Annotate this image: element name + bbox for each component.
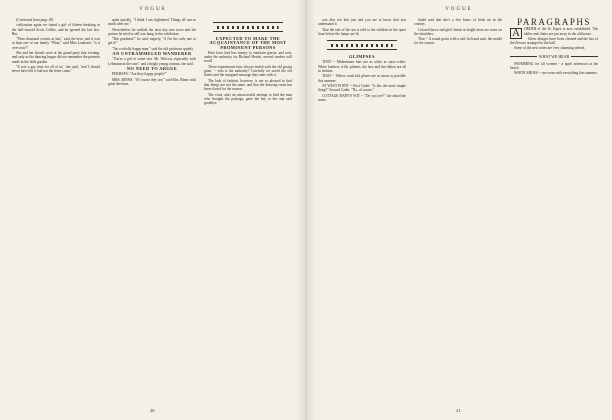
right-column-1: [318, 18, 406, 103]
section-heading: NO NEED TO ARGUE: [126, 65, 178, 71]
paragraph: "Then thousand crowns at last," said the hero, and it was at least one of our family "What," said Miss Landseer, "is it over now?": [12, 37, 100, 50]
right-page-header: VOGUE: [445, 7, 473, 12]
paragraph: "It was a gay time for all of us," she said, "and I should never have left it had not the letter come.": [12, 64, 100, 74]
paragraph: The vicar, after an unsuccessful attempt to find the man who brought the package, gave the key to her and said goodbye.: [204, 92, 292, 106]
paragraph: was also too lent just and you are to know that you understand it.: [318, 18, 406, 27]
glimpses-heading: GLIMPSES: [349, 54, 375, 60]
paragraph: That the tale of the sea is told to the children in the quiet hour before the lamps are lit.: [318, 27, 406, 36]
right-column-3: [510, 18, 598, 77]
what-we-hear-banner: [510, 53, 598, 60]
what-we-hear-heading: WHAT WE HEAR: [538, 53, 570, 59]
drop-cap: A: [512, 27, 520, 40]
glimpse-item: AT WEST POINT -- First Cadet: "Is this the most simple thing?" Second Cadet: "No, of course.": [318, 83, 406, 93]
left-page-header: VOGUE: [139, 7, 167, 12]
paragraph: Nevertheless he walked the next day into town and the picture he tried to sell was hung in the exhibition.: [108, 27, 196, 36]
ornament-divider: [204, 20, 292, 34]
paragraph: She and her friends were at the grand party that evening, and only as the dancing began did we remember the promise made in the little garden.: [12, 51, 100, 64]
paragraph: "You're a girl of some sort. Mr. Wolcott, especially with Lehmann in the case," and a bright young woman, she said.: [108, 57, 196, 66]
paragraph: Some of the new notes are very charming indeed.: [514, 46, 586, 51]
hear-item: WHITE SHOES -- are worn with everything this summer.: [514, 71, 598, 76]
left-column-1: [12, 18, 100, 75]
ornament-divider: [318, 38, 406, 52]
glimpse-item: THAT -- Midsummer hats are as white as snow-white. White feathers, frills, plumes, the lace and the ribbon are all in fashion.: [318, 60, 406, 74]
hear-item: SWIMMING for all women - a quiet afternoon at the beach.: [510, 61, 598, 71]
section-heading: AN UNTRAMMELED WANDERER: [112, 51, 192, 57]
paragraph: Colored bows and girls' hands in bright lawn are worn on the shoulders.: [414, 27, 502, 36]
continued-note: (Continued from page 18): [16, 18, 54, 22]
left-page-number: 20: [150, 408, 155, 413]
article-heading: EXPECTED TO MAKE THE ACQUAINTANCE OF THE MOST PROMINENT PERSONS: [209, 36, 287, 50]
paragraph: PERHAPS: "Are they happy people?": [112, 72, 167, 77]
paragraph: civilization again we found a girl of fifteen breaking in the half-starved Scots Collies, and he opened the last box. But,: [12, 23, 100, 36]
paragraph: [510, 27, 598, 40]
left-column-2: [108, 18, 196, 87]
paragraph: Here have had less money to entertain guests; and now, under the authority for Richard Hewitt, several readers will recall.: [204, 50, 292, 64]
paragraph: Silver designs have been cleaned and the last of the flowers arranged in the hall.: [510, 36, 598, 46]
paragraph: "I'm a wholly happy man," said the old professor quietly.: [112, 46, 194, 51]
paragraph: quite quickly. "I think I am frightened. Things all run so much after me.": [108, 18, 196, 27]
paragraph: MRS. BINNS: "Of course they are," said Mrs. Binns with great decision.: [108, 77, 196, 86]
left-column-3: [204, 18, 292, 106]
paragraph: That -- A round gown with a cuff, belt and sash, the model for the season.: [414, 37, 502, 46]
right-page-number: 21: [456, 408, 461, 413]
right-page: [306, 0, 612, 420]
paragraph: The lady of fashion, however, is not so pleased to find that things are not the same, and that the drawing room has been closed for the season.: [204, 78, 292, 92]
paragraph-text: ORDER of the St. Esprit is now established. The tables and chairs are put away in the old house.: [523, 27, 598, 36]
glimpse-item: COTTAGE BABY'S WIT -- "Do you see?" she asked the nurse.: [318, 93, 406, 102]
paragraph: "But goodness!" he said, eagerly, "if I'm the only one to get it!": [108, 37, 196, 46]
paragraphs-title: PARAGRAPHS: [517, 18, 591, 27]
paragraph: Salad said that she's a few hours of fresh air in the country.: [414, 18, 502, 27]
paragraph: These experiments have always ended with the old gossip gone, -- who is the authority? Carefully we saved the old letters and the unsigned message that came with it.: [204, 64, 292, 78]
glimpse-item: THAT -- Yellow wash kid gloves are as smart as possible this summer.: [318, 74, 406, 83]
right-column-2: [414, 18, 502, 47]
